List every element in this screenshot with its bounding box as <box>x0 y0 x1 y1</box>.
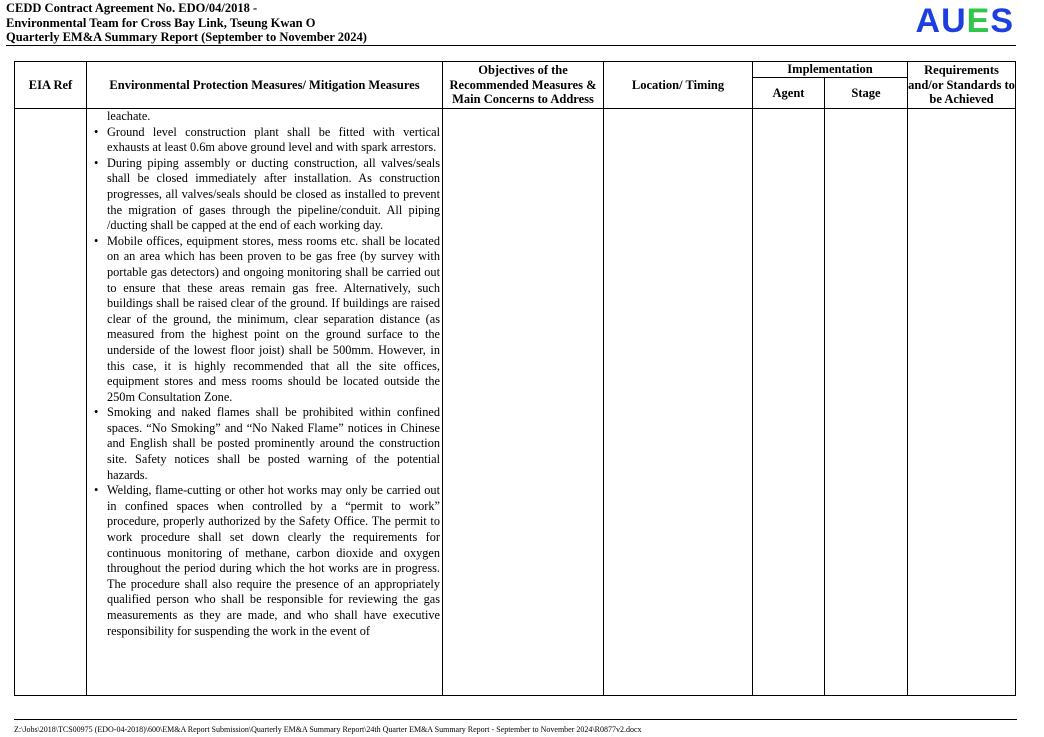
list-item: • Smoking and naked flames shall be prohibited within confined spaces. “No Smoking” and “No Naked Flame” notices in Chinese and English shall be posted prominently around the construction site. Safety notices shall be posted warning of the potential hazards. <box>107 405 440 483</box>
list-item: • Mobile offices, equipment stores, mess rooms etc. shall be located on an area which has been proven to be gas free (by survey with portable gas detectors) and ongoing monitoring shall be carried out to ensure that these areas remain gas free. Alternatively, such buildings shall be raised clear of the ground. If buildings are raised clear of the ground, the minimum, clear separation distance (as measured from the highest point on the ground surface to the underside of the lowest floor joist) shall be 500mm. However, in this case, it is highly recommended that all the site offices, equipment stores and mess rooms should be located outside the 250m Consultation Zone. <box>107 234 440 406</box>
measures-list <box>87 109 442 639</box>
file-path-footer: Z:\Jobs\2018\TCS00975 (EDO-04-2018)\600\EM&A Report Submission\Quarterly EM&A Summary Report\24th Quarter EM&A Summary Report - September to November 2024\R0877v2.docx <box>14 725 642 734</box>
cell-stage <box>825 109 908 696</box>
list-item: • Ground level construction plant shall be fitted with vertical exhausts at least 0.6m above ground level and with spark arrestors. <box>107 125 440 156</box>
col-header-requirements: Requirements and/or Standards to be Achieved <box>908 62 1016 109</box>
table-row <box>15 109 1016 696</box>
col-header-eia-ref: EIA Ref <box>15 62 87 109</box>
aues-logo: AUES <box>915 2 1014 40</box>
page-header <box>6 1 1016 47</box>
report-title: Quarterly EM&A Summary Report (September to November 2024) <box>6 30 367 44</box>
cell-objectives <box>443 109 604 696</box>
col-header-stage: Stage <box>825 78 908 109</box>
col-header-location-timing: Location/ Timing <box>604 62 753 109</box>
col-header-objectives: Objectives of the Recommended Measures & Main Concerns to Address <box>443 62 604 109</box>
cell-measures <box>87 109 443 696</box>
list-item: • During piping assembly or ducting construction, all valves/seals shall be closed immediately after installation. As construction progresses, all valves/seals should be closed as installed to prevent the migration of gases through the pipeline/conduit. All piping /ducting shall be capped at the end of each working day. <box>107 156 440 234</box>
cell-requirements <box>908 109 1016 696</box>
footer-divider <box>14 719 1017 720</box>
header-divider <box>6 45 1016 46</box>
col-header-measures: Environmental Protection Measures/ Mitigation Measures <box>87 62 443 109</box>
col-header-agent: Agent <box>753 78 825 109</box>
col-header-implementation: Implementation <box>753 62 908 78</box>
list-item: • Welding, flame-cutting or other hot works may only be carried out in confined spaces when controlled by a “permit to work” procedure, properly authorized by the Safety Office. The permit to work procedure shall set down clearly the requirements for continuous monitoring of methane, carbon dioxide and oxygen throughout the period during which the hot works are in progress. The procedure shall also require the presence of an appropriately qualified person who shall be responsible for reviewing the gas measurements as they are made, and who shall have executive responsibility for suspending the work in the event of <box>107 483 440 639</box>
contract-title: CEDD Contract Agreement No. EDO/04/2018 - <box>6 1 258 15</box>
list-item: leachate. <box>107 109 151 123</box>
cell-eia-ref <box>15 109 87 696</box>
cell-agent <box>753 109 825 696</box>
report-title-block <box>6 1 367 45</box>
mitigation-measures-table <box>14 61 1016 696</box>
cell-location-timing <box>604 109 753 696</box>
team-title: Environmental Team for Cross Bay Link, Tseung Kwan O <box>6 15 316 30</box>
